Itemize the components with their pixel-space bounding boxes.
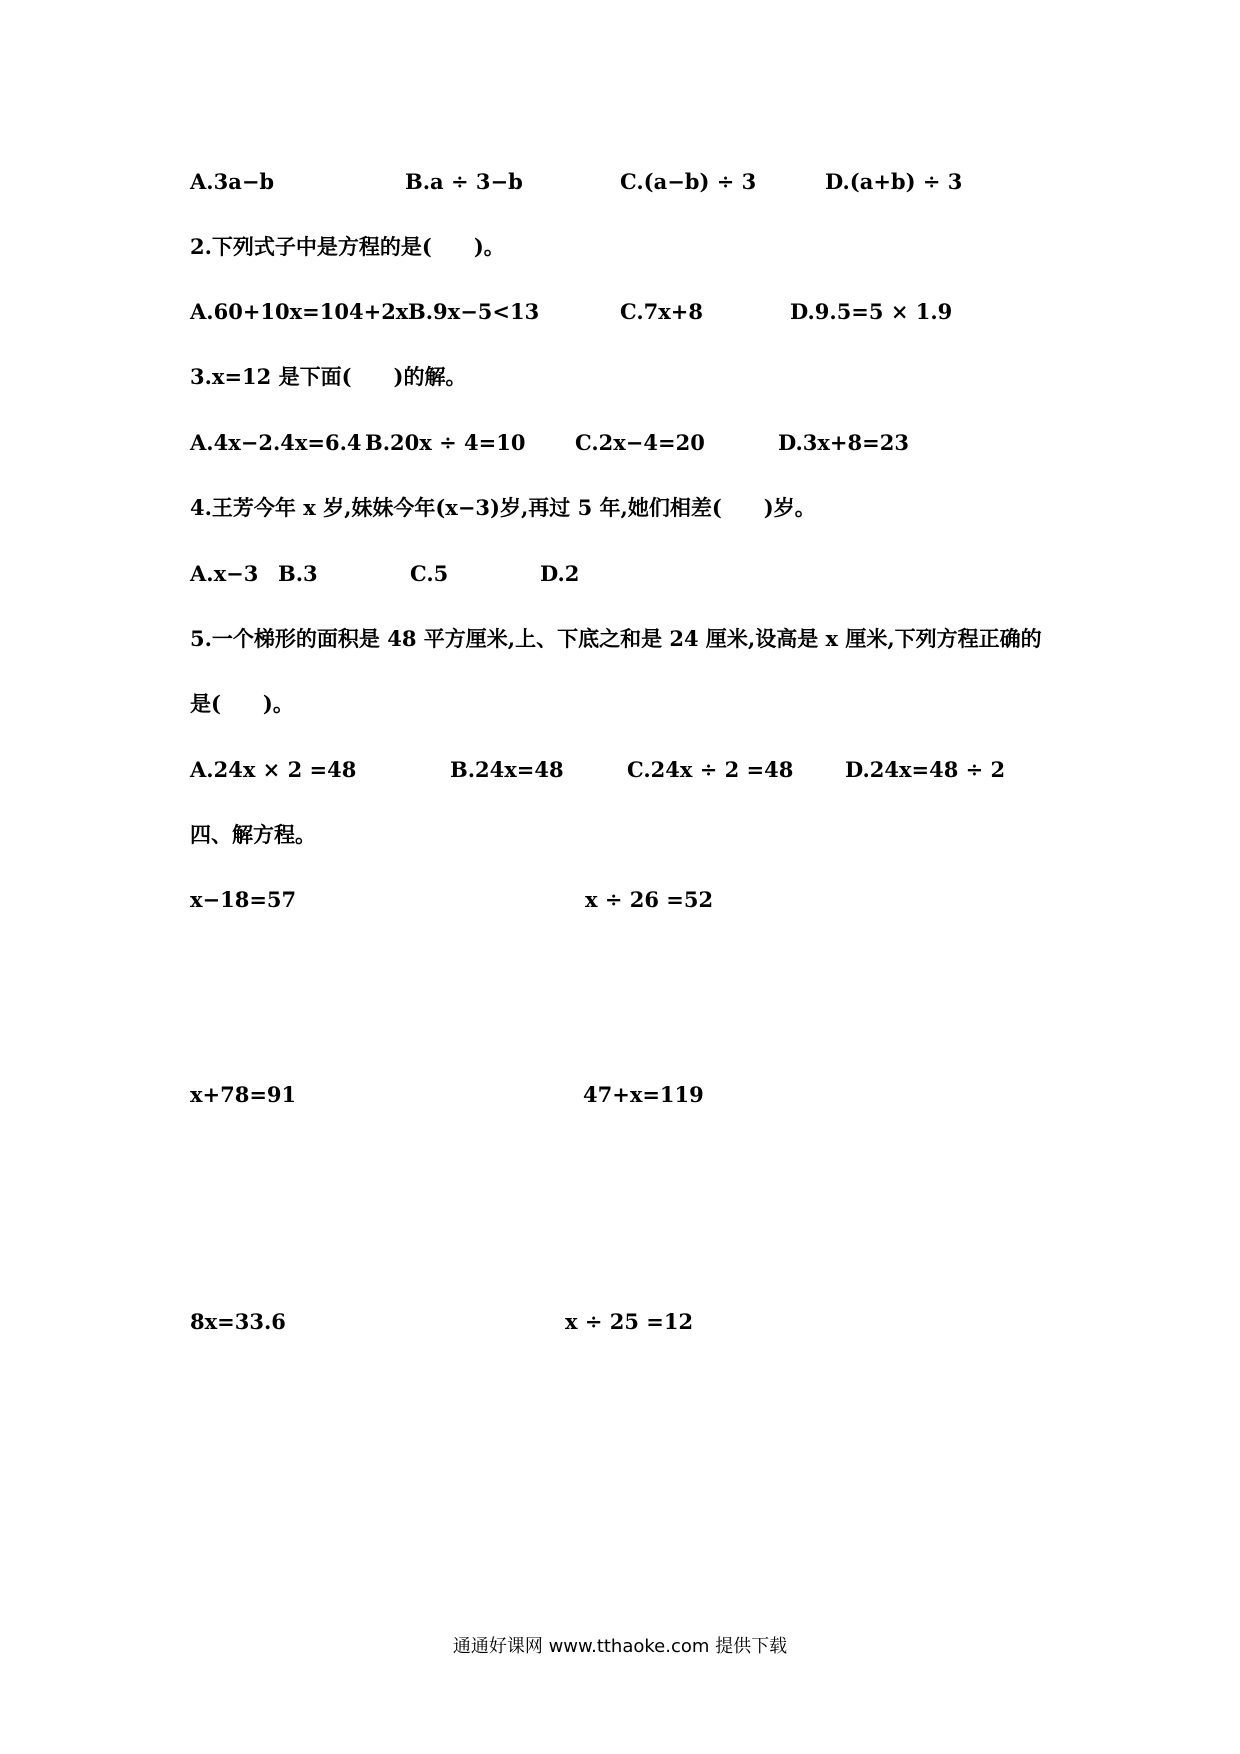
q1-option-a[interactable]: A.3a−b (190, 169, 275, 194)
q2-option-c[interactable]: C.7x+8 (620, 299, 703, 324)
q5-stem-line1: 5.一个梯形的面积是 48 平方厘米,上、下底之和是 24 厘米,设高是 x 厘米,下列方程正确的 (190, 626, 1042, 651)
equation-4: 47+x=119 (583, 1082, 704, 1107)
q4-option-b[interactable]: B.3 (278, 561, 318, 586)
q5-option-c[interactable]: C.24x ÷ 2 =48 (627, 757, 794, 782)
q1-option-b[interactable]: B.a ÷ 3−b (405, 169, 523, 194)
equation-6: x ÷ 25 =12 (565, 1309, 694, 1334)
section-title: 四、解方程。 (190, 822, 316, 847)
q3-stem: 3.x=12 是下面( )的解。 (190, 364, 467, 389)
q5-option-d[interactable]: D.24x=48 ÷ 2 (845, 757, 1006, 782)
q3-option-b[interactable]: B.20x ÷ 4=10 (365, 430, 526, 455)
q1-option-c[interactable]: C.(a−b) ÷ 3 (620, 169, 757, 194)
q2-option-a[interactable]: A.60+10x=104+2x (190, 299, 409, 324)
q2-stem: 2.下列式子中是方程的是( )。 (190, 234, 505, 259)
q3-option-d[interactable]: D.3x+8=23 (778, 430, 909, 455)
q4-stem: 4.王芳今年 x 岁,妹妹今年(x−3)岁,再过 5 年,她们相差( )岁。 (190, 495, 816, 520)
q2-option-b[interactable]: B.9x−5<13 (408, 299, 540, 324)
q5-option-a[interactable]: A.24x × 2 =48 (190, 757, 357, 782)
q3-option-a[interactable]: A.4x−2.4x=6.4 (190, 430, 362, 455)
q1-option-d[interactable]: D.(a+b) ÷ 3 (825, 169, 963, 194)
equation-5: 8x=33.6 (190, 1309, 286, 1334)
equation-3: x+78=91 (190, 1082, 297, 1107)
q4-option-c[interactable]: C.5 (410, 561, 449, 586)
q4-option-a[interactable]: A.x−3 (190, 561, 259, 586)
q4-option-d[interactable]: D.2 (540, 561, 580, 586)
equation-2: x ÷ 26 =52 (585, 887, 714, 912)
q2-option-d[interactable]: D.9.5=5 × 1.9 (790, 299, 953, 324)
q3-option-c[interactable]: C.2x−4=20 (575, 430, 705, 455)
q5-option-b[interactable]: B.24x=48 (450, 757, 564, 782)
equation-1: x−18=57 (190, 887, 297, 912)
q5-stem-line2: 是( )。 (190, 691, 294, 716)
footer-credit: 通通好课网 www.tthaoke.com 提供下载 (452, 1636, 788, 1657)
